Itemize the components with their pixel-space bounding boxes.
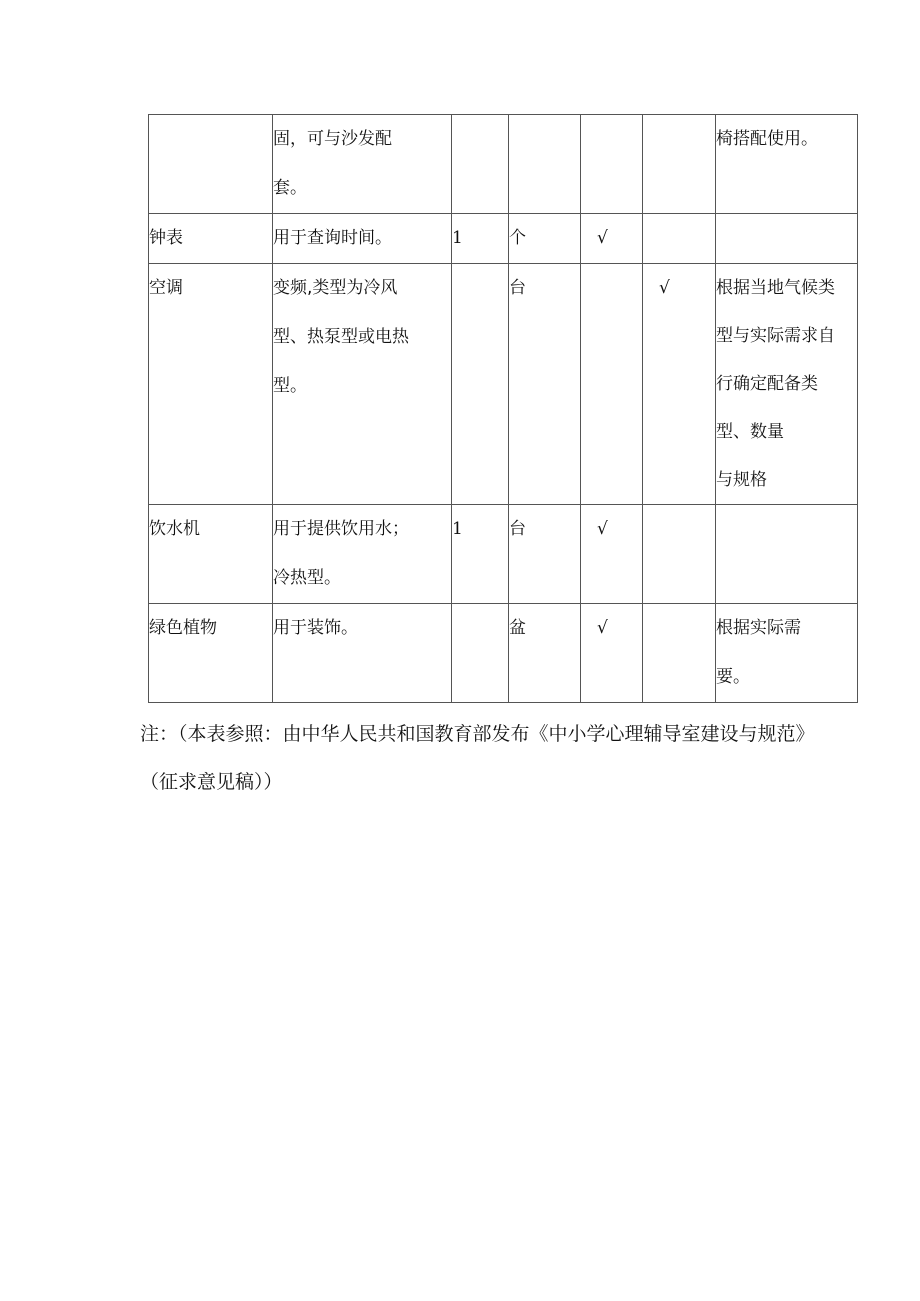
table-row — [149, 115, 858, 214]
qty-cell — [452, 115, 509, 214]
note-line: 根据当地气候类 — [716, 278, 835, 298]
unit-cell: 台 — [509, 264, 581, 505]
footnote — [140, 710, 870, 806]
note-line: 要。 — [716, 667, 750, 687]
check2-cell — [643, 505, 716, 604]
note-line: 型、数量 — [716, 422, 784, 442]
check2-cell — [643, 115, 716, 214]
checkmark: √ — [597, 228, 608, 248]
note-line: 椅搭配使用。 — [716, 129, 818, 149]
item-name-cell: 空调 — [149, 264, 273, 505]
item-name-cell: 饮水机 — [149, 505, 273, 604]
check1-cell — [581, 264, 643, 505]
unit-cell: 台 — [509, 505, 581, 604]
note-line: 型与实际需求自 — [716, 326, 835, 346]
qty-cell — [452, 264, 509, 505]
unit-cell: 盆 — [509, 604, 581, 703]
item-name-cell: 钟表 — [149, 214, 273, 264]
qty-cell: 1 — [452, 214, 509, 264]
item-name-cell — [149, 115, 273, 214]
item-desc-cell — [273, 264, 452, 505]
desc-line: 变频,类型为冷风 — [273, 278, 398, 298]
note-cell — [716, 214, 858, 264]
checkmark: √ — [597, 618, 608, 638]
note-cell — [716, 604, 858, 703]
check2-cell — [643, 604, 716, 703]
note-cell — [716, 505, 858, 604]
desc-line: 固，可与沙发配 — [273, 129, 392, 149]
desc-line: 用于查询时间。 — [273, 228, 392, 248]
table-row — [149, 604, 858, 703]
check1-cell — [581, 115, 643, 214]
desc-line: 冷热型。 — [273, 568, 341, 588]
item-desc-cell — [273, 505, 452, 604]
table-row — [149, 505, 858, 604]
footnote-line: 注：（本表参照：由中华人民共和国教育部发布《中小学心理辅导室建设与规范》 — [140, 723, 815, 745]
equipment-table — [148, 114, 858, 703]
desc-line: 套。 — [273, 178, 307, 198]
table-row — [149, 264, 858, 505]
note-line: 与规格 — [716, 470, 767, 490]
desc-line: 型、热泵型或电热 — [273, 327, 409, 347]
item-desc-cell — [273, 604, 452, 703]
desc-line: 型。 — [273, 376, 307, 396]
desc-line: 用于装饰。 — [273, 618, 358, 638]
check2-cell — [643, 214, 716, 264]
footnote-line: （征求意见稿）） — [140, 771, 283, 793]
qty-cell — [452, 604, 509, 703]
item-desc-cell — [273, 214, 452, 264]
check1-cell — [581, 214, 643, 264]
check1-cell — [581, 604, 643, 703]
note-line: 行确定配备类 — [716, 374, 818, 394]
unit-cell: 个 — [509, 214, 581, 264]
unit-cell — [509, 115, 581, 214]
qty-cell: 1 — [452, 505, 509, 604]
checkmark: √ — [659, 278, 670, 298]
note-line: 根据实际需 — [716, 618, 801, 638]
note-cell — [716, 115, 858, 214]
check2-cell — [643, 264, 716, 505]
checkmark: √ — [597, 519, 608, 539]
desc-line: 用于提供饮用水； — [273, 519, 409, 539]
check1-cell — [581, 505, 643, 604]
item-desc-cell — [273, 115, 452, 214]
table-row — [149, 214, 858, 264]
item-name-cell: 绿色植物 — [149, 604, 273, 703]
note-cell — [716, 264, 858, 505]
